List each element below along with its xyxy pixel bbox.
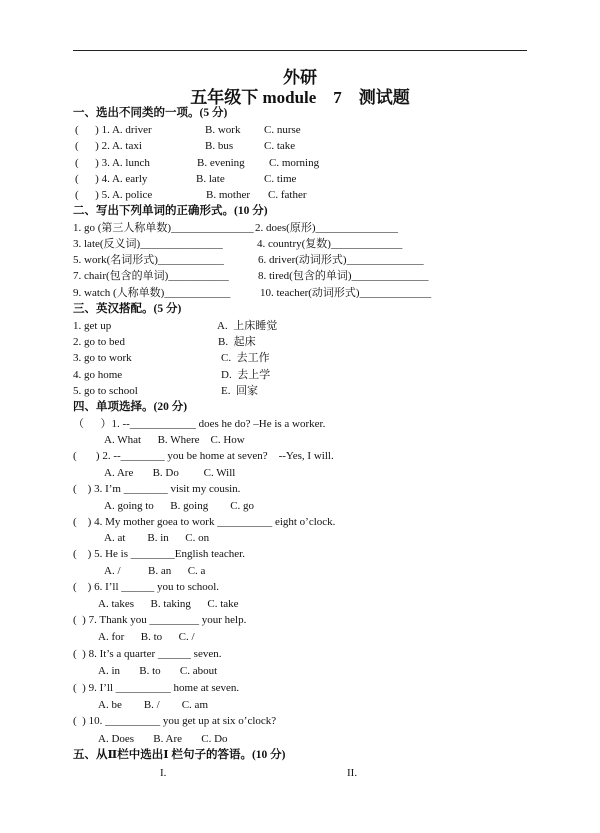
s5-column-1-label: I. bbox=[160, 767, 167, 779]
s4-q5-options: A. / B. an C. a bbox=[104, 565, 206, 577]
s1-q3-c: C. morning bbox=[269, 157, 320, 169]
s4-q8: ( ) 8. It’s a quarter ______ seven. bbox=[73, 648, 222, 660]
s1-q4: ( ) 4. A. early bbox=[75, 173, 148, 185]
s2-item-2: 2. does(原形)_______________ bbox=[255, 222, 398, 234]
s4-q2: ( ) 2. --________ you be home at seven? --Yes, I will. bbox=[73, 450, 334, 462]
s3-right-c: C. 去工作 bbox=[221, 352, 270, 364]
s1-q4-b: B. late bbox=[196, 173, 225, 185]
section-5-heading: 五、从Ⅱ栏中选出Ⅰ 栏句子的答语。(10 分) bbox=[73, 749, 286, 761]
s4-q3-options: A. going to B. going C. go bbox=[104, 500, 255, 512]
s1-q5: ( ) 5. A. police bbox=[75, 189, 153, 201]
s2-item-5: 5. work(名词形式)____________ bbox=[73, 254, 224, 266]
section-3-heading: 三、英汉搭配。(5 分) bbox=[73, 303, 182, 315]
s4-q7: ( ) 7. Thank you _________ your help. bbox=[73, 614, 247, 626]
s1-q1-c: C. nurse bbox=[264, 124, 301, 136]
s2-item-9: 9. watch (人称单数)____________ bbox=[73, 287, 231, 299]
s1-q2-c: C. take bbox=[264, 140, 296, 152]
s1-q5-b: B. mother bbox=[206, 189, 250, 201]
s1-q1: ( ) 1. A. driver bbox=[75, 124, 152, 136]
s4-q1: （ ）1. --____________ does he do? –He is a worker. bbox=[73, 418, 326, 430]
s3-right-d: D. 去上学 bbox=[221, 369, 271, 381]
s1-q5-c: C. father bbox=[268, 189, 307, 201]
s4-q2-options: A. Are B. Do C. Will bbox=[104, 467, 236, 479]
s3-right-e: E. 回家 bbox=[221, 385, 258, 397]
s3-left-2: 2. go to bed bbox=[73, 336, 125, 348]
s5-column-2-label: II. bbox=[347, 767, 358, 779]
section-2-heading: 二、写出下列单词的正确形式。(10 分) bbox=[73, 205, 268, 217]
s4-q7-options: A. for B. to C. / bbox=[98, 631, 195, 643]
s4-q10: ( ) 10. __________ you get up at six o’clock? bbox=[73, 715, 277, 727]
section-1-heading: 一、选出不同类的一项。(5 分) bbox=[73, 107, 228, 119]
s2-item-3: 3. late(反义词)_______________ bbox=[73, 238, 223, 250]
s4-q5: ( ) 5. He is ________English teacher. bbox=[73, 548, 245, 560]
s3-left-4: 4. go home bbox=[73, 369, 123, 381]
s4-q6: ( ) 6. I’ll ______ you to school. bbox=[73, 581, 220, 593]
s1-q3: ( ) 3. A. lunch bbox=[75, 157, 150, 169]
s1-q2: ( ) 2. A. taxi bbox=[75, 140, 142, 152]
header-rule bbox=[73, 50, 527, 51]
s4-q9-options: A. be B. / C. am bbox=[98, 699, 208, 711]
s3-left-1: 1. get up bbox=[73, 320, 112, 332]
s2-item-8: 8. tired(包含的单词)______________ bbox=[258, 270, 429, 282]
s4-q6-options: A. takes B. taking C. take bbox=[98, 598, 239, 610]
s4-q4-options: A. at B. in C. on bbox=[104, 532, 210, 544]
page-subtitle: 五年级下 module 7 测试题 bbox=[190, 88, 410, 107]
s1-q4-c: C. time bbox=[264, 173, 297, 185]
s3-right-b: B. 起床 bbox=[218, 336, 256, 348]
s1-q1-b: B. work bbox=[205, 124, 241, 136]
s1-q3-b: B. evening bbox=[197, 157, 245, 169]
s2-item-6: 6. driver(动词形式)______________ bbox=[258, 254, 424, 266]
s2-item-4: 4. country(复数)_____________ bbox=[257, 238, 403, 250]
s3-right-a: A. 上床睡觉 bbox=[217, 320, 278, 332]
s3-left-5: 5. go to school bbox=[73, 385, 138, 397]
s2-item-1: 1. go (第三人称单数)_______________ bbox=[73, 222, 254, 234]
s4-q1-options: A. What B. Where C. How bbox=[104, 434, 245, 446]
s2-item-7: 7. chair(包含的单词)___________ bbox=[73, 270, 229, 282]
s4-q9: ( ) 9. I’ll __________ home at seven. bbox=[73, 682, 240, 694]
s1-q2-b: B. bus bbox=[205, 140, 234, 152]
page-title: 外研 bbox=[283, 68, 317, 87]
s4-q10-options: A. Does B. Are C. Do bbox=[98, 733, 228, 745]
s3-left-3: 3. go to work bbox=[73, 352, 132, 364]
section-4-heading: 四、单项选择。(20 分) bbox=[73, 401, 188, 413]
s4-q4: ( ) 4. My mother goea to work __________ eight o’clock. bbox=[73, 516, 336, 528]
s4-q3: ( ) 3. I’m ________ visit my cousin. bbox=[73, 483, 241, 495]
s4-q8-options: A. in B. to C. about bbox=[98, 665, 218, 677]
s2-item-10: 10. teacher(动词形式)_____________ bbox=[260, 287, 432, 299]
